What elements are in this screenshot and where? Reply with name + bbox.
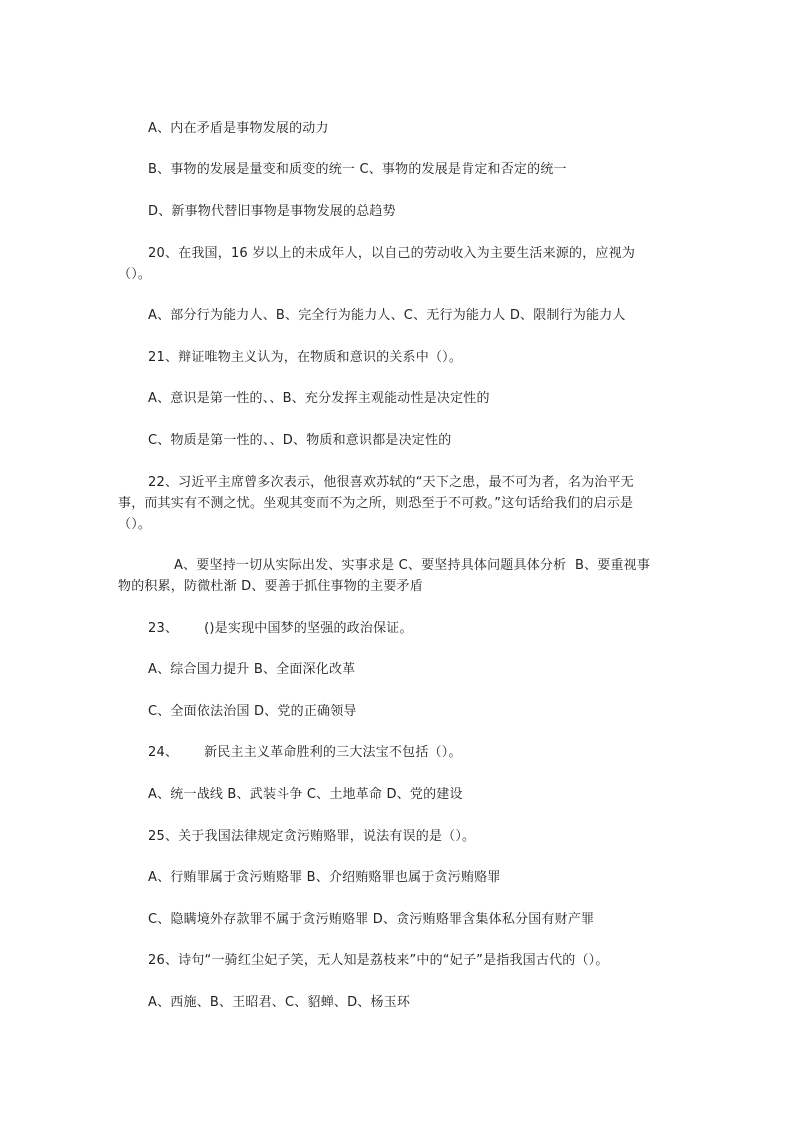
question-24: 24、 新民主主义革命胜利的三大法宝不包括（）。	[148, 745, 462, 760]
options-26: A、西施、B、王昭君、C、貂蝉、D、杨玉环	[148, 995, 411, 1010]
options-25-cd: C、隐瞒境外存款罪不属于贪污贿赂罪 D、贪污贿赂罪含集体私分国有财产罪	[148, 912, 595, 927]
options-21-cd: C、物质是第一性的、、D、物质和意识都是决定性的	[148, 433, 452, 448]
options-21-ab: A、意识是第一性的、、B、充分发挥主观能动性是决定性的	[148, 391, 490, 406]
option-line-19d: D、新事物代替旧事物是事物发展的总趋势	[148, 204, 396, 219]
options-22: A、要坚持一切从实际出发、实事求是 C、要坚持具体问题具体分析 B、要重视事	[174, 558, 651, 573]
question-23: 23、 ()是实现中国梦的坚强的政治保证。	[148, 621, 413, 636]
options-23-ab: A、综合国力提升 B、全面深化改革	[148, 662, 356, 677]
question-25: 25、关于我国法律规定贪污贿赂罪，说法有误的是（）。	[148, 829, 476, 844]
question-20-cont: （）。	[118, 267, 152, 282]
option-line-19bc: B、事物的发展是量变和质变的统一 C、事物的发展是肯定和否定的统一	[148, 162, 567, 177]
question-26: 26、诗句“一骑红尘妃子笑，无人知是荔枝来”中的“妃子”是指我国古代的（）。	[148, 953, 609, 968]
options-22-cont: 物的积累，防微杜渐 D、要善于抓住事物的主要矛盾	[118, 579, 423, 594]
question-20: 20、在我国，16 岁以上的未成年人，以自己的劳动收入为主要生活来源的，应视为	[148, 246, 636, 261]
options-24: A、统一战线 B、武装斗争 C、土地革命 D、党的建设	[148, 787, 463, 802]
question-22-cont2: （）。	[118, 517, 152, 532]
options-20: A、部分行为能力人、B、完全行为能力人、C、无行为能力人 D、限制行为能力人	[148, 308, 626, 323]
question-22: 22、习近平主席曾多次表示，他很喜欢苏轼的“天下之患，最不可为者，名为治平无	[148, 475, 634, 490]
question-21: 21、辩证唯物主义认为，在物质和意识的关系中（）。	[148, 350, 463, 365]
options-23-cd: C、全面依法治国 D、党的正确领导	[148, 704, 357, 719]
option-line-19a: A、内在矛盾是事物发展的动力	[148, 121, 329, 136]
options-25-ab: A、行贿罪属于贪污贿赂罪 B、介绍贿赂罪也属于贪污贿赂罪	[148, 870, 501, 885]
question-22-cont1: 事，而其实有不测之忧。坐观其变而不为之所，则恐至于不可救。”这句话给我们的启示是	[118, 496, 634, 511]
